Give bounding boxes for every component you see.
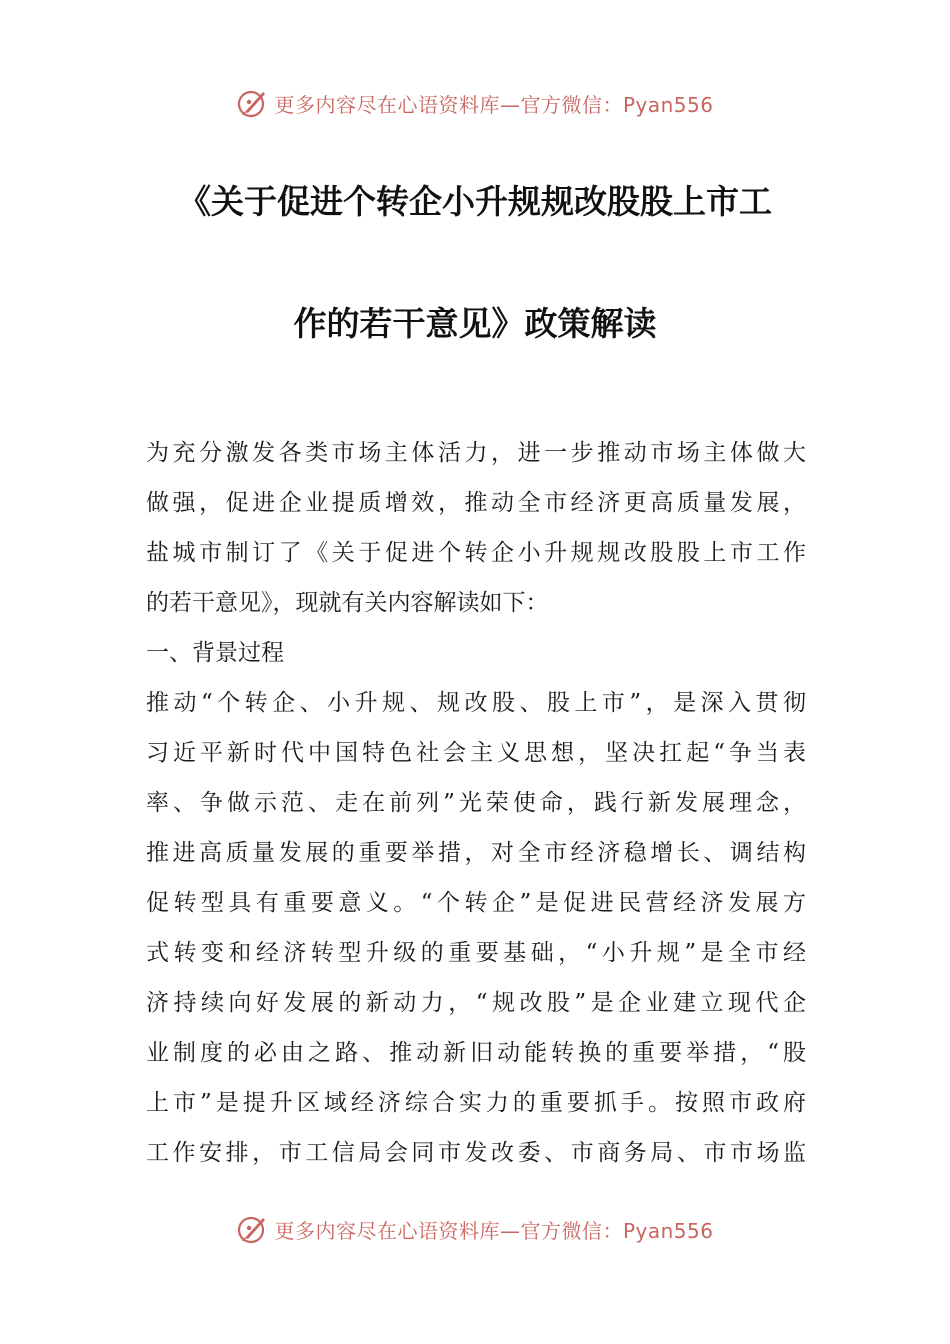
body-line: 上市”是提升区域经济综合实力的重要抓手。按照市政府: [146, 1090, 806, 1116]
quill-circle-icon: [236, 87, 268, 119]
header-banner-text: 更多内容尽在心语资料库—官方微信：Pyan556: [274, 92, 714, 117]
section-heading: 一、背景过程: [146, 640, 284, 666]
body-line: 的若干意见》，现就有关内容解读如下：: [146, 590, 549, 616]
body-line: 促转型具有重要意义。“个转企”是促进民营经济发展方: [146, 890, 806, 916]
body-line: 工作安排，市工信局会同市发改委、市商务局、市市场监: [146, 1140, 806, 1166]
body-line: 推动“个转企、小升规、规改股、股上市”，是深入贯彻: [146, 690, 806, 716]
body-line: 推进高质量发展的重要举措，对全市经济稳增长、调结构: [146, 840, 806, 866]
quill-circle-icon: [236, 1213, 268, 1245]
body-line: 率、争做示范、走在前列”光荣使命，践行新发展理念，: [146, 790, 806, 816]
body-line: 做强，促进企业提质增效，推动全市经济更高质量发展，: [146, 490, 806, 516]
footer-banner: [0, 1209, 950, 1249]
body-line: 式转变和经济转型升级的重要基础，“小升规”是全市经: [146, 940, 806, 966]
header-banner: [0, 83, 950, 123]
body-line: 盐城市制订了《关于促进个转企小升规规改股股上市工作: [146, 540, 806, 566]
page-title-line-2: 作的若干意见》政策解读: [293, 304, 657, 343]
page-title-line-1: 《关于促进个转企小升规规改股股上市工: [178, 182, 772, 221]
footer-banner-text: 更多内容尽在心语资料库—官方微信：Pyan556: [274, 1218, 714, 1243]
document-body: [146, 428, 806, 1178]
body-line: 业制度的必由之路、推动新旧动能转换的重要举措，“股: [146, 1040, 806, 1066]
body-line: 习近平新时代中国特色社会主义思想，坚决扛起“争当表: [146, 740, 806, 766]
body-line: 济持续向好发展的新动力，“规改股”是企业建立现代企: [146, 990, 806, 1016]
body-line: 为充分激发各类市场主体活力，进一步推动市场主体做大: [146, 440, 806, 466]
